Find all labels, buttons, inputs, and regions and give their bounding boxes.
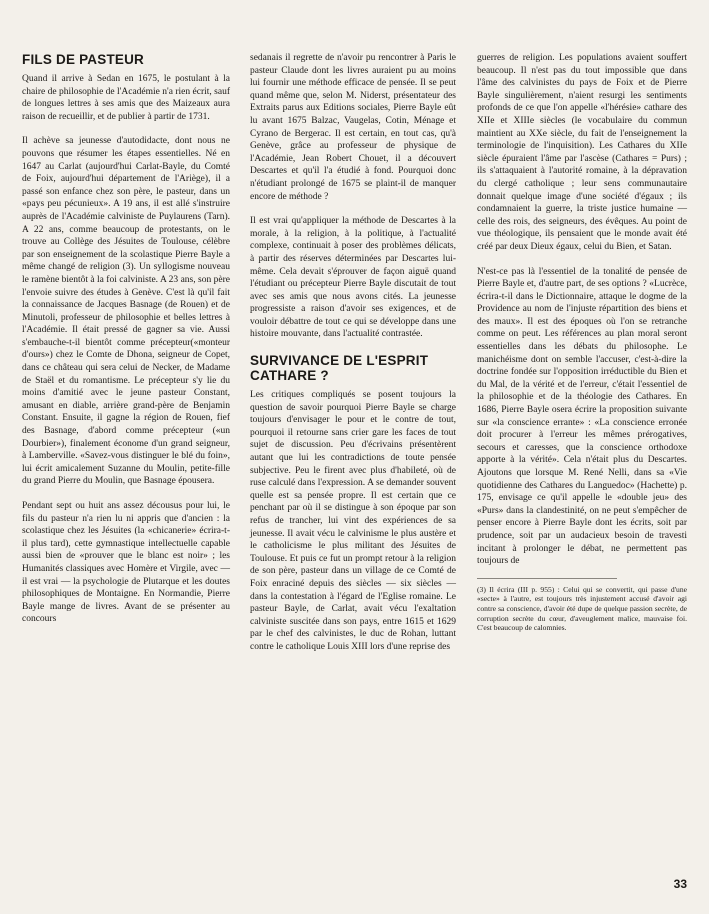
- paragraph: N'est-ce pas là l'essentiel de la tonalité de pensée de Pierre Bayle et, d'autre part, de ses options ? «Lucrèce, écrira-t-il dans le Dictionnaire, attaque le dogme de la Providence au nom de l'injuste répartition des biens et des maux». Il est des époques où l'on se retranche comme on peut. Les références au plan moral seront essentielles dans les débats du philosophe. Le manichéisme dont on semble l'accuser, c'est-à-dire la doctrine fondée sur l'opposition irréductible du Bien et du Mal, de la vérité et de l'erreur, c'était l'essentiel de la philosophie et de la théologie des Cathares. En 1686, Pierre Bayle osera écrire la proposition suivante sur «la conscience errante» : «La conscience erronée doit procurer à l'erreur les mêmes prérogatives, secours et caresses, que la conscience orthodoxe apporte à la vérité». Cela n'était plus du Descartes. Ajoutons que lorsque M. René Nelli, dans sa «Vie quotidienne des Cathares du Languedoc» (Hachette) p. 175, envisage ce qu'il appelle le «double jeu» des «Purs» dans la clandestinité, on ne peut s'empêcher de penser encore à Pierre Bayle dont les écrits, soit par prudence, soit par un audacieux besoin de travesti incitant à prolonger le débat, ne permettent pas toujours de: [477, 266, 687, 567]
- paragraph: guerres de religion. Les populations avaient souffert beaucoup. Il n'est pas du tout impossible que dans l'âme des calvinistes du pays de Foix et de Pierre Bayle singulièrement, n'aient resurgi les sentiments profonds de ce que l'on appelle «l'hérésie» cathare des XIIe et XIIIe siècles (le vocabulaire du commun maintient au XXe siècle, du fait de l'enseignement la terminologie de l'inquisition). Les Cathares du XIIe siècle épuraient l'âme par l'ascèse (Cathares = Purs) ; ils s'attaquaient à l'autorité romaine, à la dépravation du clergé catholique ; leur sens communautaire donnait quelque image d'une société d'égaux ; ils condamnaient la guerre, la triste justice humaine — celle des rois, des seigneurs, des évêques. Au point de vue théologique, ils pensaient que le monde avait été créé par deux Dieux égaux, celui du Bien, et Satan.: [477, 53, 687, 252]
- column-middle: [250, 52, 456, 662]
- paragraph: Il est vrai qu'appliquer la méthode de Descartes à la morale, à la religion, à la politique, à l'actualité complexe, continuait à poser des problèmes délicats, à partir des réserves déterminées par Descartes lui-même. Cela devait s'éprouver de façon aiguë quand l'étudiant ou précepteur Pierre Bayle discutait de tout avec ses amis que nous avons cités. La jeunesse progressiste a raison d'avoir ses exigences, et de vouloir débattre de tout ce qui se développe dans une histoire mouvante, dans l'actualité contrastée.: [250, 216, 456, 340]
- page-number: 33: [673, 877, 687, 891]
- column-left: [22, 52, 230, 634]
- footnote-divider: [477, 578, 617, 579]
- footnote: (3) Il écrira (III p. 955) : Celui qui se convertit, qui passe d'une «secte» à l'autre, est toujours très injustement accusé d'avoir agi contre sa conscience, d'avoir été dupe de quelque passion secrète, de corruption secrète du cœur, d'aveuglement malice, mauvaise foi. C'est beaucoup de calomnies.: [477, 584, 687, 633]
- paragraph: sedanais il regrette de n'avoir pu rencontrer à Paris le pasteur Claude dont les livres auraient pu au moins lui fournir une méthode efficace de pensée. Il se peut quand même que, selon M. Niderst, présentateur des Extraits parus aux Editions sociales, Pierre Bayle eût lu avant 1675 Balzac, Vaugelas, Cotin, Ménage et Cyrano de Bergerac. Il est certain, en tout cas, qu'à Genève, grâce au professeur de physique de l'Académie, Jean Robert Chouet, il a découvert Descartes et qu'il l'a étudié à fond. Pourquoi donc n'étudiant prolongé de 1675 se plaint-il de manquer encore de méthode ?: [250, 53, 456, 202]
- paragraph: Pendant sept ou huit ans assez décousus pour lui, le fils du pasteur n'a rien lu ni appris que d'ancien : la scolastique chez les Jésuites (la «chicanerie» écrira-t-il plus tard), cette gymnastique intellectuelle capable aussi bien de «prouver que le blanc est noir» ; les Humanités classiques avec Homère et Virgile, avec — il est vrai — la psychologie de Plutarque et les doutes philosophiques de Montaigne. En Normandie, Pierre Bayle mange de livres. Avant de se présenter au concours: [22, 501, 230, 625]
- section-heading-survivance: SURVIVANCE DE L'ESPRIT CATHARE ?: [250, 353, 429, 384]
- paragraph: Les critiques compliqués se posent toujours la question de savoir pourquoi Pierre Bayle se charge toujours d'envisager le pour et le contre de tout, pourquoi il retourne sans crier gare les faces de tout sujet de discussion. Peu d'écrivains présentèrent autant que lui les contradictions de toute pensée subjective. Peu le firent avec plus d'habileté, où de ruse calculé dans l'expression. A se demander souvent quelle est sa pensée propre. Il est certain que ce penchant par où il se distingue à son époque par son refus de trancher, lui vint des expériences de sa jeunesse. Il avait vécu le calvinisme le plus austère et le catholicisme le plus militant des Jésuites de Toulouse. Et puis ce fut un prompt retour à la religion de son père, pasteur dans un village de ce Comté de Foix enraciné depuis des siècles — six siècles — dans la contestation à l'égard de l'Eglise romaine. Le pasteur Bayle, de Carlat, avait vécu l'exaltation calviniste suscitée dans son pays, entre 1615 et 1629 par le chef des calvinistes, le duc de Rohan, luttant contre le catholique Louis XIII lors d'une reprise des: [250, 390, 456, 652]
- column-right: [477, 52, 687, 633]
- paragraph: Quand il arrive à Sedan en 1675, le postulant à la chaire de philosophie de l'Académie n'a rien écrit, sauf de longues lettres à ses amis que des Maizeaux aura raison de recueillir, et de publier à partir de 1731.: [22, 74, 230, 122]
- section-heading-fils-de-pasteur: FILS DE PASTEUR: [22, 52, 145, 67]
- paragraph: Il achève sa jeunesse d'autodidacte, dont nous ne pouvons que résumer les étapes essentielles. Né en 1647 au Carlat (aujourd'hui Carlat-Bayle, du Comté de Foix, aujourd'hui département de l'Ariège), il a passé son enfance chez son père, le pasteur, dans un «pays peu pécunieux». A 19 ans, il est allé s'instruire auprès de l'Académie calviniste de Puylaurens (Tarn). A 22 ans, comme beaucoup de protestants, on le trouve au Collège des Jésuites de Toulouse, célèbre par son enseignement de la scolastique Pierre Bayle a même changé de religion (3). Un syllogisme nouveau le ramène bientôt à la foi calviniste. A 23 ans, son père l'envoie suivre des études à Genève. C'est là qu'il fait la connaissance de Jacques Basnage (de Rouen) et de Minutoli, professeur de philosophie et belles lettres à l'Académie. Il était pressé de gagner sa vie. Aussi s'embauche-t-il bientôt comme précepteur(«monteur d'ours») chez le Comte de Dhona, seigneur de Copet, dans ce château qui sera celui de Necker, de Madame de Staël et du romantisme. Le précepteur s'y lie du moins d'amitié avec le jeune pasteur Constant, amusant en diable, arrière grand-père de Benjamin Constant. Ensuite, il gagne la région de Rouen, fief des Basnage, d'abord comme précepteur («un Dourbier»), finalement économe d'un grand seigneur, à Lamberville. «Savez-vous distinguer le blé du foin», lui écrit amicalement Suzanne du Moulin, petite-fille du grand Pierre du Moulin, que Basnage épousera.: [22, 136, 230, 487]
